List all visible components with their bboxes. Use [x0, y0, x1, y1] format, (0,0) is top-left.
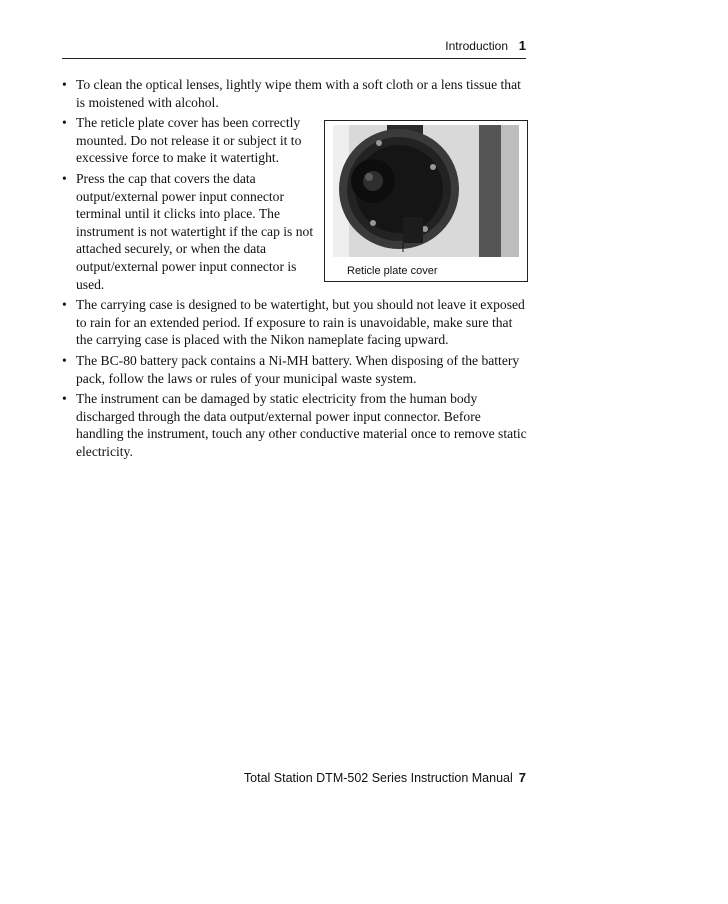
page-number: 7 — [518, 770, 526, 785]
figure-caption: Reticle plate cover — [347, 265, 438, 277]
footer-manual-title: Total Station DTM-502 Series Instruction Manual — [243, 771, 513, 785]
bullet-item: • Press the cap that covers the data output/external power input connector terminal until it clicks into place. The instrument is not watertight if the cap is not attached securely, or when the data output/external power input connector is used. — [62, 170, 320, 293]
reticle-photo — [333, 125, 519, 257]
bullet-item: • The reticle plate cover has been correctly mounted. Do not release it or subject it to excessive force to make it watertight. — [62, 114, 320, 167]
running-header — [62, 36, 526, 59]
bullet-item: • To clean the optical lenses, lightly wipe them with a soft cloth or a lens tissue that is moistened with alcohol. — [62, 76, 528, 111]
body-content — [62, 76, 528, 463]
running-footer — [62, 770, 526, 785]
header-chapter-number: 1 — [518, 38, 526, 53]
reticle-figure — [324, 120, 528, 282]
bullet-item: • The carrying case is designed to be watertight, but you should not leave it exposed to rain for an extended period. If exposure to rain is unavoidable, make sure that the carrying case is placed with the Nikon nameplate facing upward. — [62, 296, 528, 349]
bullet-item: • The instrument can be damaged by static electricity from the human body discharged through the data output/external power input connector. Before handling the instrument, touch any other conductive material once to remove static electricity. — [62, 390, 528, 460]
header-section-title: Introduction — [445, 39, 508, 53]
bullet-item: • The BC-80 battery pack contains a Ni-MH battery. When disposing of the battery pack, follow the laws or rules of your municipal waste system. — [62, 352, 528, 387]
